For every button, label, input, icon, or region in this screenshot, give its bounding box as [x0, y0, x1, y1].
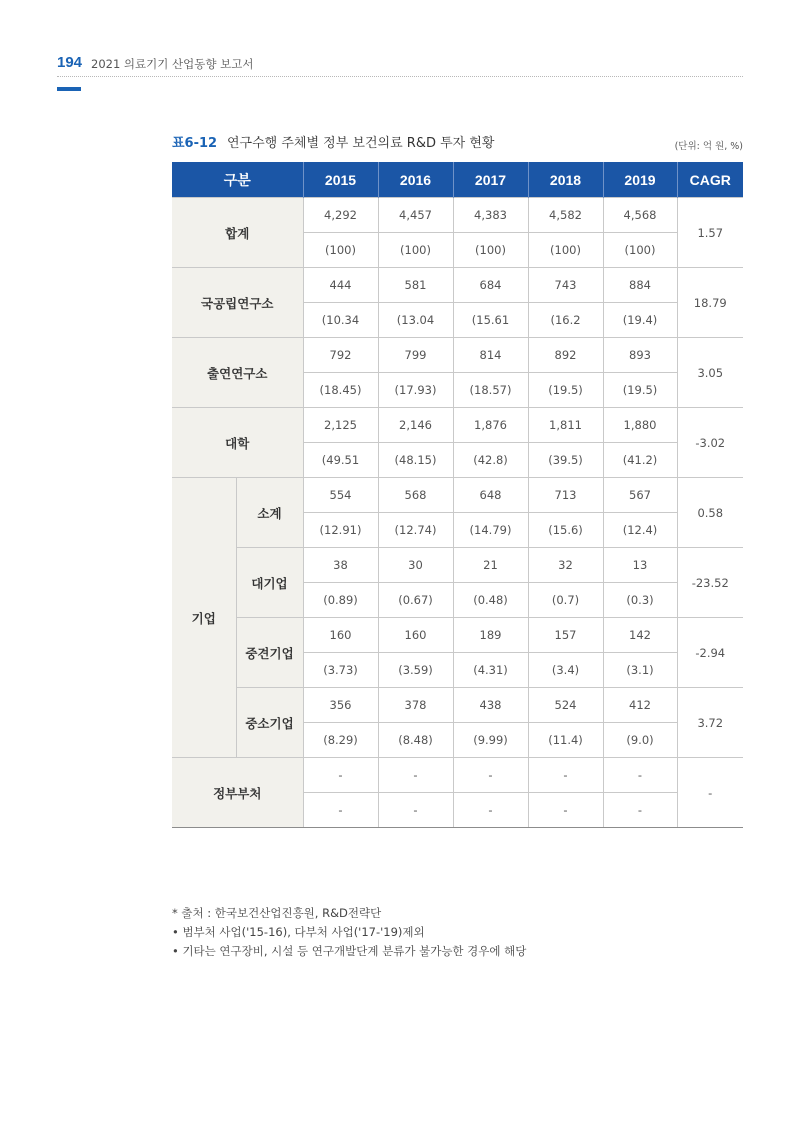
- value-cell: 893: [603, 338, 677, 373]
- row-label: 합계: [172, 198, 303, 268]
- row-label: 중견기업: [236, 618, 303, 688]
- table-row: [172, 268, 743, 303]
- share-cell: (39.5): [528, 443, 603, 478]
- table-number: 표6-12: [172, 136, 218, 151]
- value-cell: 378: [378, 688, 453, 723]
- share-cell: -: [378, 793, 453, 828]
- share-cell: (41.2): [603, 443, 677, 478]
- value-cell: 189: [453, 618, 528, 653]
- table-row: [172, 198, 743, 233]
- cagr-cell: -2.94: [677, 618, 743, 688]
- table-row: [172, 618, 743, 653]
- share-cell: (10.34: [303, 303, 378, 338]
- other-note: • 기타는 연구장비, 시설 등 연구개발단계 분류가 불가능한 경우에 해당: [172, 944, 527, 958]
- share-cell: (4.31): [453, 653, 528, 688]
- share-cell: (12.91): [303, 513, 378, 548]
- cagr-cell: 3.05: [677, 338, 743, 408]
- share-cell: (0.67): [378, 583, 453, 618]
- value-cell: 2,146: [378, 408, 453, 443]
- row-label: 정부부처: [172, 758, 303, 828]
- value-cell: -: [378, 758, 453, 793]
- header-2019: 2019: [603, 162, 677, 198]
- share-cell: (19.4): [603, 303, 677, 338]
- share-cell: (48.15): [378, 443, 453, 478]
- share-cell: (16.2: [528, 303, 603, 338]
- rnd-investment-table: [172, 162, 743, 828]
- value-cell: 567: [603, 478, 677, 513]
- share-cell: -: [453, 793, 528, 828]
- table-row: [172, 548, 743, 583]
- value-cell: 648: [453, 478, 528, 513]
- value-cell: 444: [303, 268, 378, 303]
- share-cell: (17.93): [378, 373, 453, 408]
- share-cell: (9.0): [603, 723, 677, 758]
- value-cell: 4,292: [303, 198, 378, 233]
- value-cell: 524: [528, 688, 603, 723]
- share-cell: (3.59): [378, 653, 453, 688]
- share-cell: (49.51: [303, 443, 378, 478]
- source-note: * 출처 : 한국보건산업진흥원, R&D전략단: [172, 906, 382, 920]
- value-cell: 799: [378, 338, 453, 373]
- running-title: 2021 의료기기 산업동향 보고서: [91, 57, 254, 71]
- share-cell: (100): [603, 233, 677, 268]
- table-row: [172, 478, 743, 513]
- value-cell: 142: [603, 618, 677, 653]
- share-cell: (8.29): [303, 723, 378, 758]
- value-cell: -: [603, 758, 677, 793]
- cagr-cell: 3.72: [677, 688, 743, 758]
- share-cell: (19.5): [603, 373, 677, 408]
- share-cell: (100): [528, 233, 603, 268]
- row-label: 소계: [236, 478, 303, 548]
- share-cell: -: [303, 793, 378, 828]
- share-cell: (0.89): [303, 583, 378, 618]
- cagr-cell: 0.58: [677, 478, 743, 548]
- value-cell: 4,568: [603, 198, 677, 233]
- value-cell: 713: [528, 478, 603, 513]
- value-cell: 21: [453, 548, 528, 583]
- value-cell: 743: [528, 268, 603, 303]
- value-cell: 581: [378, 268, 453, 303]
- header-2017: 2017: [453, 162, 528, 198]
- page-header: [57, 52, 743, 77]
- share-cell: (3.73): [303, 653, 378, 688]
- value-cell: 684: [453, 268, 528, 303]
- value-cell: 157: [528, 618, 603, 653]
- value-cell: 4,582: [528, 198, 603, 233]
- value-cell: 1,880: [603, 408, 677, 443]
- share-cell: (19.5): [528, 373, 603, 408]
- value-cell: 568: [378, 478, 453, 513]
- unit-note: (단위: 억 원, %): [674, 141, 743, 152]
- header-2018: 2018: [528, 162, 603, 198]
- share-cell: -: [528, 793, 603, 828]
- header-category: 구분: [172, 162, 303, 198]
- share-cell: (15.61: [453, 303, 528, 338]
- share-cell: (9.99): [453, 723, 528, 758]
- share-cell: (18.45): [303, 373, 378, 408]
- share-cell: (11.4): [528, 723, 603, 758]
- value-cell: 13: [603, 548, 677, 583]
- share-cell: (0.48): [453, 583, 528, 618]
- value-cell: 4,383: [453, 198, 528, 233]
- value-cell: -: [453, 758, 528, 793]
- value-cell: 4,457: [378, 198, 453, 233]
- value-cell: 2,125: [303, 408, 378, 443]
- row-label: 출연연구소: [172, 338, 303, 408]
- value-cell: 814: [453, 338, 528, 373]
- share-cell: (42.8): [453, 443, 528, 478]
- share-cell: (3.4): [528, 653, 603, 688]
- share-cell: (18.57): [453, 373, 528, 408]
- table-row: [172, 758, 743, 793]
- share-cell: (12.4): [603, 513, 677, 548]
- value-cell: 438: [453, 688, 528, 723]
- exclusion-note: • 범부처 사업('15-16), 다부처 사업('17-'19)제외: [172, 925, 425, 939]
- cagr-cell: -3.02: [677, 408, 743, 478]
- row-label: 대기업: [236, 548, 303, 618]
- table-row: [172, 338, 743, 373]
- value-cell: 160: [303, 618, 378, 653]
- value-cell: -: [528, 758, 603, 793]
- value-cell: -: [303, 758, 378, 793]
- header-accent-bar: [57, 87, 81, 91]
- share-cell: (3.1): [603, 653, 677, 688]
- share-cell: (14.79): [453, 513, 528, 548]
- table-notes: [172, 904, 732, 961]
- share-cell: (100): [453, 233, 528, 268]
- group-label-enterprise: 기업: [172, 478, 236, 758]
- row-label: 국공립연구소: [172, 268, 303, 338]
- value-cell: 1,811: [528, 408, 603, 443]
- value-cell: 356: [303, 688, 378, 723]
- value-cell: 38: [303, 548, 378, 583]
- header-2015: 2015: [303, 162, 378, 198]
- value-cell: 554: [303, 478, 378, 513]
- share-cell: (100): [303, 233, 378, 268]
- header-cagr: CAGR: [677, 162, 743, 198]
- table-row: [172, 408, 743, 443]
- value-cell: 792: [303, 338, 378, 373]
- cagr-cell: 18.79: [677, 268, 743, 338]
- value-cell: 160: [378, 618, 453, 653]
- share-cell: (0.3): [603, 583, 677, 618]
- value-cell: 892: [528, 338, 603, 373]
- share-cell: (0.7): [528, 583, 603, 618]
- share-cell: (13.04: [378, 303, 453, 338]
- share-cell: (15.6): [528, 513, 603, 548]
- row-label: 중소기업: [236, 688, 303, 758]
- share-cell: (12.74): [378, 513, 453, 548]
- cagr-cell: 1.57: [677, 198, 743, 268]
- header-2016: 2016: [378, 162, 453, 198]
- share-cell: -: [603, 793, 677, 828]
- cagr-cell: -23.52: [677, 548, 743, 618]
- table-caption: [172, 132, 743, 152]
- share-cell: (100): [378, 233, 453, 268]
- value-cell: 412: [603, 688, 677, 723]
- value-cell: 30: [378, 548, 453, 583]
- value-cell: 32: [528, 548, 603, 583]
- value-cell: 1,876: [453, 408, 528, 443]
- table-row: [172, 688, 743, 723]
- page-number: 194: [57, 54, 83, 71]
- value-cell: 884: [603, 268, 677, 303]
- row-label: 대학: [172, 408, 303, 478]
- cagr-cell: -: [677, 758, 743, 828]
- table-header-row: [172, 162, 743, 198]
- table-title: 연구수행 주체별 정부 보건의료 R&D 투자 현황: [227, 136, 495, 151]
- share-cell: (8.48): [378, 723, 453, 758]
